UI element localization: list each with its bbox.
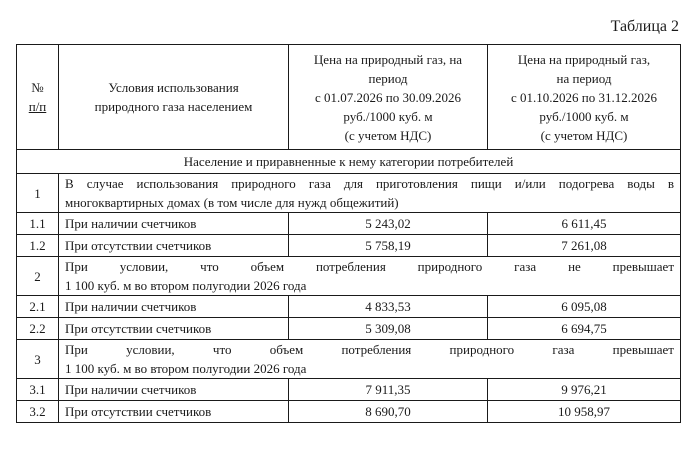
table-row xyxy=(17,213,681,235)
row-label: При наличии счетчиков xyxy=(59,379,289,401)
header-number-line1: № xyxy=(31,80,44,95)
row-label: При наличии счетчиков xyxy=(59,213,289,235)
price-q3: 5 243,02 xyxy=(289,213,488,235)
group-description xyxy=(59,174,681,213)
header-p1-line3: с 01.07.2026 по 30.09.2026 xyxy=(315,89,461,105)
header-p2-line2: на период xyxy=(556,70,612,86)
header-p2-line5: (с учетом НДС) xyxy=(540,127,628,143)
header-conditions xyxy=(59,45,289,150)
group-desc-line1: При условии, что объем потребления природного газа не превышает xyxy=(65,259,674,274)
header-p2-line4: руб./1000 куб. м xyxy=(539,108,629,124)
header-p1-line1: Цена на природный газ, на xyxy=(313,51,463,67)
row-number: 3.2 xyxy=(17,401,59,423)
price-q3: 7 911,35 xyxy=(289,379,488,401)
group-row xyxy=(17,174,681,213)
section-title: Население и приравненные к нему категории потребителей xyxy=(17,150,681,174)
row-number: 1.1 xyxy=(17,213,59,235)
row-number: 2.1 xyxy=(17,296,59,318)
group-description xyxy=(59,340,681,379)
group-number: 1 xyxy=(17,174,59,213)
group-number: 2 xyxy=(17,257,59,296)
price-q3: 5 758,19 xyxy=(289,235,488,257)
price-q4: 9 976,21 xyxy=(488,379,681,401)
header-conditions-line1: Условия использования xyxy=(108,80,239,95)
group-desc-line2: 1 100 куб. м во втором полугодии 2026 года xyxy=(65,278,307,293)
header-p1-line4: руб./1000 куб. м xyxy=(343,108,433,124)
group-row xyxy=(17,257,681,296)
header-price-period1 xyxy=(289,45,488,150)
group-row xyxy=(17,340,681,379)
price-q4: 7 261,08 xyxy=(488,235,681,257)
group-desc-line2: многоквартирных домах (в том числе для нужд общежитий) xyxy=(65,195,399,210)
table-row xyxy=(17,235,681,257)
table-row xyxy=(17,379,681,401)
price-q4: 6 611,45 xyxy=(488,213,681,235)
group-desc-line1: При условии, что объем потребления природного газа превышает xyxy=(65,342,674,357)
price-q4: 10 958,97 xyxy=(488,401,681,423)
header-p2-line1: Цена на природный газ, xyxy=(517,51,651,67)
table-caption: Таблица 2 xyxy=(610,18,679,35)
price-q4: 6 694,75 xyxy=(488,318,681,340)
table-row xyxy=(17,318,681,340)
gas-price-table xyxy=(16,44,681,423)
section-row xyxy=(17,150,681,174)
table-row xyxy=(17,401,681,423)
header-number xyxy=(17,45,59,150)
price-q3: 4 833,53 xyxy=(289,296,488,318)
price-q4: 6 095,08 xyxy=(488,296,681,318)
row-number: 3.1 xyxy=(17,379,59,401)
group-description xyxy=(59,257,681,296)
row-number: 2.2 xyxy=(17,318,59,340)
header-p2-line3: с 01.10.2026 по 31.12.2026 xyxy=(511,89,657,105)
table-row xyxy=(17,296,681,318)
price-q3: 5 309,08 xyxy=(289,318,488,340)
header-price-period2 xyxy=(488,45,681,150)
table-header-row xyxy=(17,45,681,150)
row-label: При отсутствии счетчиков xyxy=(59,235,289,257)
row-label: При отсутствии счетчиков xyxy=(59,318,289,340)
group-number: 3 xyxy=(17,340,59,379)
header-p1-line5: (с учетом НДС) xyxy=(344,127,432,143)
price-q3: 8 690,70 xyxy=(289,401,488,423)
row-label: При отсутствии счетчиков xyxy=(59,401,289,423)
row-label: При наличии счетчиков xyxy=(59,296,289,318)
header-conditions-line2: природного газа населением xyxy=(94,99,253,114)
row-number: 1.2 xyxy=(17,235,59,257)
header-p1-line2: период xyxy=(368,70,408,86)
group-desc-line2: 1 100 куб. м во втором полугодии 2026 года xyxy=(65,361,307,376)
group-desc-line1: В случае использования природного газа для приготовления пищи и/или подогрева воды в xyxy=(65,176,674,191)
header-number-line2: п/п xyxy=(28,99,47,114)
